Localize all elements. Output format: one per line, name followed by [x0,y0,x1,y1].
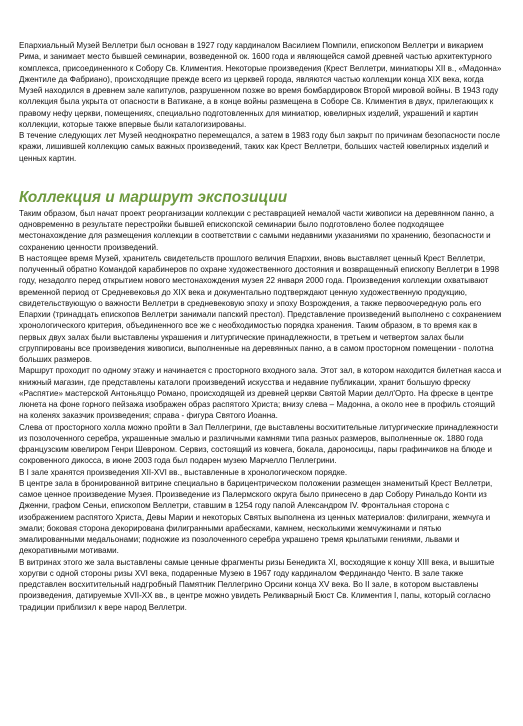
body-paragraph: Таким образом, был начат проект реорганизации коллекции с реставрацией немалой части живописи на деревянном панно, а одновременно в результате перестройки бывшей епископской семинарии было подготовлено более подходящее местонахождение для размещения коллекции в соответствии с самыми недавними указаниями по хранению, безопасности и сохранению ценности произведений. [19,208,494,252]
body-paragraph: Слева от просторного холла можно пройти в Зал Пеллегрини, где выставлены восхитительные литургические принадлежности из позолоченного серебра, украшенные эмалью и различными камнями типа разных размеров, выполненные ок. 1880 года французским ювелиром Генри Шевроном. Сервиз, состоящий из ковчега, бокала, дароносицы, пары графинчиков на блюде и сокровенного дикосса, в июне 2003 года был подарен музею Марчелло Пеллегрини. [19,422,498,466]
intro-paragraph: Епархиальный Музей Веллетри был основан в 1927 году кардиналом Василием Помпили, епископом Веллетри и викарием Рима, и занимает место бывшей семинарии, возведенной ок. 1600 года и являющейся самой древней частью архитектурного комплекса, присоединенного к Собору Св. Климентия. Некоторые произведения (Крест Веллетри, миниатюры XII в., «Мадонна» Джентиле да Фабриано), происходящие прежде всего из церквей города, являются частью коллекции конца XIX века, когда Музей находился в древнем зале капитулов, разрушенном позже во время бомбардировок Второй мировой войны. В 1943 году коллекция была укрыта от опасности в Ватикане, а в конце войны размещена в Соборе Св. Климентия в двух, прилегающих к правому нефу церкви, помещениях, специально подготовленных для миниатюр, ювелирных изделий, украшений и картин коллекции, которые также впервые были каталогизированы. [19,41,502,129]
body-paragraph: Маршрут проходит по одному этажу и начинается с просторного входного зала. Этот зал, в котором находится билетная касса и книжный магазин, где представлены каталоги произведений искусства и недавние публикации, хранит большую фреску «Распятие» мастерской Антоньяццо Романо, происходящей из древней церкви Святой Марии делл'Орто. На фреске в центре люнета на фоне горного пейзажа изображен образ распятого Христа; внизу слева – Мадонна, а около нее в профиль стоящий на коленях заказчик произведения; справа - фигура Святого Иоанна. [19,366,502,421]
body-paragraph: В настоящее время Музей, хранитель свидетельств прошлого величия Епархии, вновь выставляет ценный Крест Веллетри, полученный обратно Командой карабинеров по охране художественного достояния и возвращенный епископу Веллетри в 1998 году, незадолго перед открытием нового местонахождения музея 22 января 2000 года. Произведения коллекции охватывают временной период от Средневековья до XIX века и документально подтверждают ценную художественную продукцию, свидетельствующую о важности Веллетри в средневековую эпоху и эпоху Возрождения, а также первоочередную роль его Епархии (тринадцать епископов Веллетри занимали папский престол). Представление произведений выполнено с сохранением хронологического критерия, объединенного все же с необходимостью порядка хранения. Таким образом, в то время как в первых двух залах были выставлены украшения и литургические принадлежности, в третьем и четвертом залах были сгруппированы все произведения живописи, выполненные на деревянных панно, а в самом просторном помещении - полотна больших размеров. [19,253,502,364]
body-paragraph: В центре зала в бронированной витрине специально в барицентрическом положении размещен знаменитый Крест Веллетри, самое ценное произведение Музея. Произведение из Палермского округа было принесено в дар Собору Ринальдо Конти из Дженни, графом Сеньи, епископом Веллетри, ставшим в 1254 году папой Александром IV. Фронтальная сторона с изображением распятого Христа, Девы Марии и некоторых Святых выполнена из ценных материалов: филиграни, жемчуга и эмали; боковая сторона декорирована филигранными арабесками, камнем, несколькими жемчужинами и пятью эмалированными медальонами; подножие из позолоченного серебра украшено тремя крылатыми гениями, львами и декоративными мотивами. [19,478,493,556]
section-heading: Коллекция и маршрут экспозиции [19,188,288,206]
body-paragraph: В витринах этого же зала выставлены самые ценные фрагменты ризы Бенедикта XI, восходящие к концу XIII века, и вышитые хоругви с одной стороны ризы XVI века, подаренные Музею в 1967 году кардиналом Фердинандо Ченто. В зале также представлен восхитительный надгробный Памятник Пеллегрино Орсини конца XV века. Во II зале, в котором выставлены произведения, датируемые XVII-XX вв., в центре можно увидеть Реликварный Бюст Св. Климентия I, папы, который согласно традиции приблизил к вере народ Веллетри. [19,557,495,612]
article-body [19,40,505,613]
intro-paragraph: В течение следующих лет Музей неоднократно перемещался, а затем в 1983 году был закрыт по причинам безопасности после кражи, лишившей коллекцию самых важных произведений, таких как Крест Веллетри, больших частей ювелирных изделий и ценных картин. [19,131,501,163]
body-paragraph: В I зале хранятся произведения XII-XVI вв., выставленные в хронологическом порядке. [19,467,348,477]
